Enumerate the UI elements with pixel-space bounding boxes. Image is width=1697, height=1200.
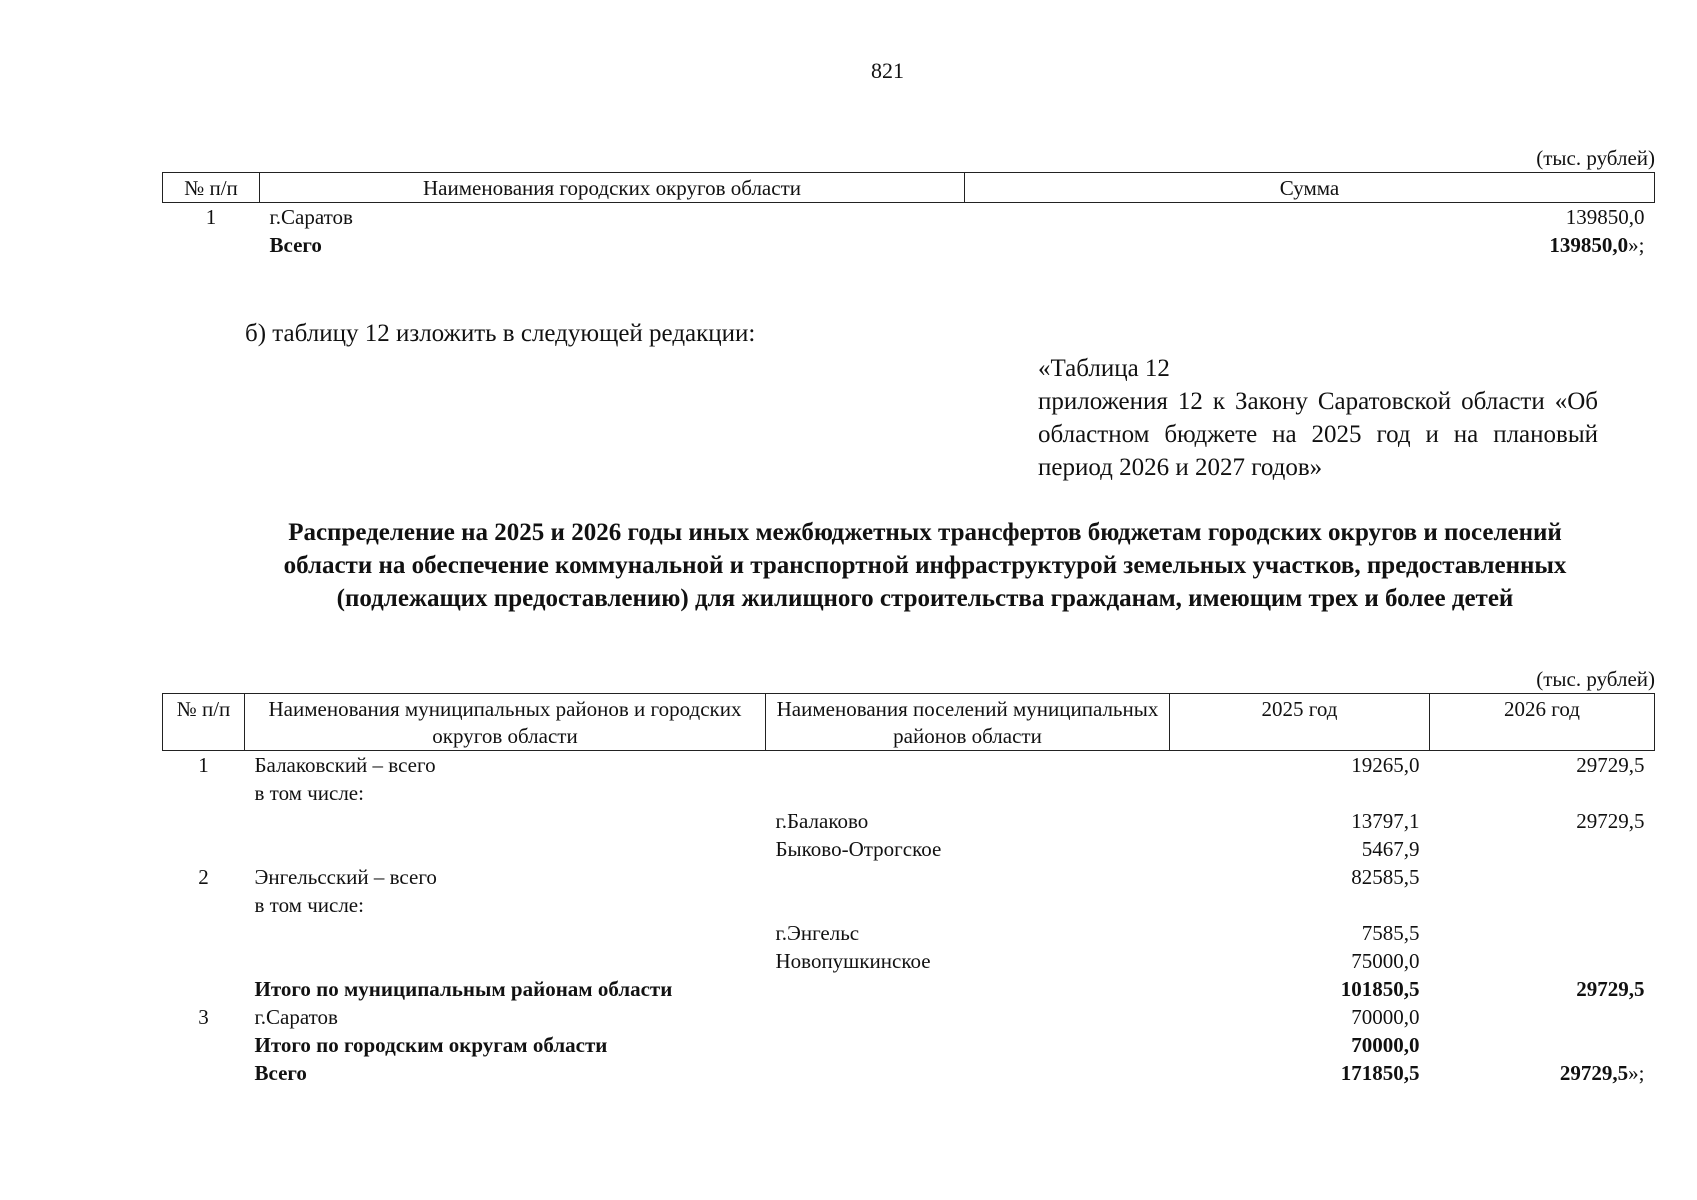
row-settlement: г.Балаково bbox=[775, 809, 869, 833]
table-row bbox=[163, 863, 1655, 891]
row-district: в том числе: bbox=[254, 893, 364, 917]
row-2025 bbox=[1170, 779, 1430, 807]
row-number bbox=[163, 807, 245, 835]
row-2026 bbox=[1430, 863, 1655, 891]
row-2025: 75000,0 bbox=[1351, 949, 1420, 973]
row-2026-value: 29729,5 bbox=[1576, 809, 1645, 833]
table2-header-settlement: Наименования поселений муниципальных районов области bbox=[766, 694, 1170, 751]
row-sum-value: 139850,0 bbox=[1549, 233, 1629, 257]
row-district: Итого по муниципальным районам области bbox=[254, 977, 673, 1001]
table2-header-num: № п/п bbox=[163, 694, 245, 751]
closing-quote: »; bbox=[1628, 1061, 1645, 1085]
row-number bbox=[163, 891, 245, 919]
row-2025: 101850,5 bbox=[1340, 977, 1420, 1001]
row-2026 bbox=[1430, 975, 1655, 1003]
row-number bbox=[163, 779, 245, 807]
row-settlement bbox=[766, 891, 1170, 919]
page-number: 821 bbox=[871, 58, 904, 83]
row-2026-value: 29729,5 bbox=[1576, 977, 1645, 1001]
row-sum-value: 139850,0 bbox=[1565, 205, 1645, 229]
row-number bbox=[163, 1059, 245, 1087]
row-2025: 7585,5 bbox=[1361, 921, 1420, 945]
row-district: Энгельсский – всего bbox=[254, 865, 437, 889]
row-number bbox=[163, 231, 260, 259]
row-district: в том числе: bbox=[254, 781, 364, 805]
row-number: 1 bbox=[198, 753, 209, 777]
table2-body bbox=[163, 751, 1655, 1088]
table-row bbox=[163, 947, 1655, 975]
row-number bbox=[163, 975, 245, 1003]
row-settlement bbox=[766, 1059, 1170, 1087]
table1 bbox=[162, 172, 1655, 259]
table-row bbox=[163, 203, 1655, 232]
row-district: Всего bbox=[254, 1061, 307, 1085]
row-number bbox=[163, 1031, 245, 1059]
table2-unit: (тыс. рублей) bbox=[1536, 667, 1655, 691]
row-district bbox=[245, 807, 766, 835]
row-name: Всего bbox=[269, 233, 322, 257]
table-row bbox=[163, 1059, 1655, 1087]
table-caption bbox=[1038, 352, 1598, 484]
row-2026 bbox=[1430, 947, 1655, 975]
table-row bbox=[163, 1031, 1655, 1059]
row-settlement: Новопушкинское bbox=[775, 949, 931, 973]
table1-header-sum: Сумма bbox=[965, 173, 1655, 203]
row-2026-value: 29729,5 bbox=[1576, 753, 1645, 777]
closing-quote: »; bbox=[1628, 233, 1645, 257]
table-row bbox=[163, 975, 1655, 1003]
row-settlement bbox=[766, 779, 1170, 807]
row-2026-value: 29729,5 bbox=[1559, 1061, 1629, 1085]
row-district: г.Саратов bbox=[254, 1005, 338, 1029]
row-2026 bbox=[1430, 835, 1655, 863]
row-district bbox=[245, 947, 766, 975]
row-2026 bbox=[1430, 919, 1655, 947]
row-2026 bbox=[1430, 779, 1655, 807]
row-2026 bbox=[1430, 1003, 1655, 1031]
row-sum bbox=[965, 203, 1655, 232]
table-row bbox=[163, 891, 1655, 919]
row-2026 bbox=[1430, 751, 1655, 780]
row-settlement: Быково-Отрогское bbox=[775, 837, 942, 861]
table2-header-2025: 2025 год bbox=[1170, 694, 1430, 751]
table-caption-title: «Таблица 12 bbox=[1038, 355, 1170, 382]
row-2025: 5467,9 bbox=[1361, 837, 1420, 861]
table2-header-2026: 2026 год bbox=[1430, 694, 1655, 751]
table1-header-name: Наименования городских округов области bbox=[260, 173, 965, 203]
table-row bbox=[163, 1003, 1655, 1031]
row-district bbox=[245, 919, 766, 947]
row-number bbox=[163, 919, 245, 947]
table-row bbox=[163, 751, 1655, 780]
instruction-paragraph: б) таблицу 12 изложить в следующей редакции: bbox=[245, 320, 756, 347]
row-sum bbox=[965, 231, 1655, 259]
row-2026 bbox=[1430, 807, 1655, 835]
row-2025: 70000,0 bbox=[1351, 1033, 1420, 1057]
row-2026 bbox=[1430, 1031, 1655, 1059]
row-2025: 70000,0 bbox=[1351, 1005, 1420, 1029]
row-district: Балаковский – всего bbox=[254, 753, 436, 777]
row-2025: 13797,1 bbox=[1351, 809, 1420, 833]
row-district bbox=[245, 835, 766, 863]
row-number bbox=[163, 835, 245, 863]
row-2025: 19265,0 bbox=[1351, 753, 1420, 777]
row-name: г.Саратов bbox=[269, 205, 353, 229]
row-district: Итого по городским округам области bbox=[254, 1033, 608, 1057]
row-number: 2 bbox=[198, 865, 209, 889]
row-2025: 171850,5 bbox=[1340, 1061, 1420, 1085]
row-2025 bbox=[1170, 891, 1430, 919]
table-heading: Распределение на 2025 и 2026 годы иных межбюджетных трансфертов бюджетам городских округов и поселений области на обеспечение коммунальной и транспортной инфраструктурой земельных участков, предоставленных (подлежащих предоставлению) для жилищного строительства гражданам, имеющим трех и более детей bbox=[283, 519, 1567, 612]
row-number: 1 bbox=[205, 205, 217, 229]
row-2025: 82585,5 bbox=[1351, 865, 1420, 889]
table-row bbox=[163, 231, 1655, 259]
row-settlement: г.Энгельс bbox=[775, 921, 860, 945]
row-settlement bbox=[766, 863, 1170, 891]
row-settlement bbox=[766, 751, 1170, 780]
row-settlement bbox=[766, 975, 1170, 1003]
table1-unit: (тыс. рублей) bbox=[1536, 146, 1655, 170]
table1-body bbox=[163, 203, 1655, 260]
row-2026 bbox=[1430, 1059, 1655, 1087]
table1-header-num: № п/п bbox=[163, 173, 260, 203]
table-row bbox=[163, 779, 1655, 807]
row-2026 bbox=[1430, 891, 1655, 919]
table-row bbox=[163, 807, 1655, 835]
table2 bbox=[162, 693, 1655, 1087]
table-caption-reference: приложения 12 к Закону Саратовской области «Об областном бюджете на 2025 год и на плановый период 2026 и 2027 годов» bbox=[1038, 388, 1598, 481]
row-number bbox=[163, 947, 245, 975]
row-settlement bbox=[766, 1031, 1170, 1059]
row-number: 3 bbox=[198, 1005, 209, 1029]
row-settlement bbox=[766, 1003, 1170, 1031]
table2-header-district: Наименования муниципальных районов и городских округов области bbox=[245, 694, 766, 751]
table-row bbox=[163, 919, 1655, 947]
table-row bbox=[163, 835, 1655, 863]
